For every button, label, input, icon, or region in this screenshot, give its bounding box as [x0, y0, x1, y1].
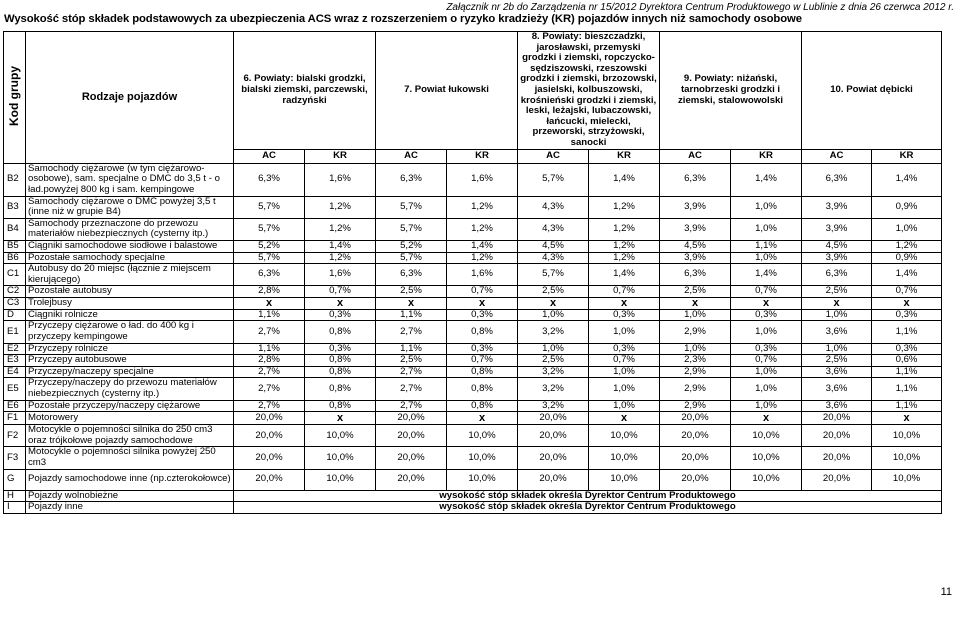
- rate-cell: 2,5%: [660, 286, 731, 298]
- page-number: 11: [940, 586, 952, 598]
- rate-cell: 0,8%: [305, 378, 376, 400]
- sub-header: KR: [447, 149, 518, 163]
- rate-cell: 1,4%: [589, 264, 660, 286]
- rate-cell: 1,0%: [731, 400, 802, 412]
- rate-cell: 1,0%: [731, 321, 802, 343]
- table-row-g: [4, 469, 942, 490]
- rate-cell: 1,1%: [234, 343, 305, 355]
- rate-cell: 2,9%: [660, 400, 731, 412]
- rate-cell: 1,6%: [305, 264, 376, 286]
- vehicle-type: Motocykle o pojemności silnika do 250 cm3 oraz trójkołowe pojazdy samochodowe: [26, 425, 234, 447]
- rate-cell: 1,1%: [872, 400, 942, 412]
- rate-cell: 3,9%: [802, 218, 872, 240]
- rate-cell: 0,3%: [731, 343, 802, 355]
- rate-cell: 3,9%: [802, 252, 872, 264]
- rate-cell: 0,8%: [447, 321, 518, 343]
- rate-cell: 10,0%: [589, 469, 660, 490]
- rate-cell: 10,0%: [872, 447, 942, 469]
- rate-cell: 20,0%: [660, 425, 731, 447]
- vehicle-type: Przyczepy ciężarowe o ład. do 400 kg i przyczepy kempingowe: [26, 321, 234, 343]
- rate-cell: 10,0%: [305, 447, 376, 469]
- rate-cell: 0,8%: [305, 400, 376, 412]
- rate-cell: 1,4%: [731, 163, 802, 196]
- rate-cell: 10,0%: [731, 447, 802, 469]
- rate-cell: 10,0%: [305, 469, 376, 490]
- sub-header: AC: [234, 149, 305, 163]
- rate-cell: 1,2%: [447, 218, 518, 240]
- rate-cell: 0,8%: [305, 355, 376, 367]
- vehicle-type: Ciągniki samochodowe siodłowe i balastowe: [26, 240, 234, 252]
- rate-cell: 1,0%: [731, 218, 802, 240]
- rate-cell: 20,0%: [660, 412, 731, 425]
- table-row-e5: [4, 378, 942, 400]
- rate-cell: 4,5%: [660, 240, 731, 252]
- rate-note: wysokość stóp składek określa Dyrektor Centrum Produktowego: [234, 490, 942, 502]
- rate-cell: 5,7%: [234, 196, 305, 218]
- rate-cell: 0,3%: [589, 343, 660, 355]
- rate-cell: x: [731, 412, 802, 425]
- rate-cell: 4,3%: [518, 196, 589, 218]
- rate-cell: 0,3%: [872, 309, 942, 321]
- rate-cell: 1,0%: [589, 321, 660, 343]
- rate-cell: 3,6%: [802, 366, 872, 378]
- group-code: E5: [4, 378, 26, 400]
- rodzaje-pojazdow-header: Rodzaje pojazdów: [26, 32, 234, 164]
- rate-cell: 0,3%: [589, 309, 660, 321]
- rate-cell: 2,8%: [234, 286, 305, 298]
- rate-cell: 0,7%: [872, 286, 942, 298]
- rate-cell: 0,3%: [447, 343, 518, 355]
- rate-cell: 10,0%: [731, 469, 802, 490]
- rate-cell: 6,3%: [802, 163, 872, 196]
- group-code: F3: [4, 447, 26, 469]
- vehicle-type: Samochody ciężarowe (w tym ciężarowo-osobowe), sam. specjalne o DMC do 3,5 t - o ład.powyżej 800 kg i sam. kempingowe: [26, 163, 234, 196]
- table-row-b3: [4, 196, 942, 218]
- vehicle-type: Autobusy do 20 miejsc (łącznie z miejscem kierującego): [26, 264, 234, 286]
- rate-cell: 1,2%: [589, 240, 660, 252]
- table-row-h: [4, 490, 942, 502]
- rate-cell: 3,2%: [518, 321, 589, 343]
- rate-cell: 0,3%: [731, 309, 802, 321]
- rate-cell: 3,2%: [518, 378, 589, 400]
- vehicle-type: Przyczepy autobusowe: [26, 355, 234, 367]
- rate-cell: x: [447, 412, 518, 425]
- sub-header: KR: [305, 149, 376, 163]
- rate-cell: 0,8%: [447, 378, 518, 400]
- rate-cell: 1,1%: [872, 378, 942, 400]
- rate-cell: 2,7%: [376, 366, 447, 378]
- rate-cell: 1,2%: [305, 196, 376, 218]
- rate-cell: 2,3%: [660, 355, 731, 367]
- rate-cell: 4,3%: [518, 218, 589, 240]
- document-title: Wysokość stóp składek podstawowych za ubezpieczenia ACS wraz z rozszerzeniem o ryzyko kradzieży (KR) pojazdów innych niż samochody osobowe: [4, 13, 802, 25]
- table-row-e1: [4, 321, 942, 343]
- group-code: C3: [4, 297, 26, 309]
- rate-cell: 6,3%: [234, 264, 305, 286]
- rate-cell: 1,0%: [731, 366, 802, 378]
- rate-cell: 1,0%: [589, 366, 660, 378]
- group-code: I: [4, 502, 26, 514]
- rate-cell: 10,0%: [872, 469, 942, 490]
- rate-cell: 6,3%: [802, 264, 872, 286]
- rate-cell: 1,2%: [305, 252, 376, 264]
- rate-cell: 2,5%: [802, 286, 872, 298]
- rate-cell: 1,0%: [802, 309, 872, 321]
- rate-cell: 0,6%: [872, 355, 942, 367]
- group-code: B3: [4, 196, 26, 218]
- rate-cell: 1,4%: [731, 264, 802, 286]
- rate-cell: 2,9%: [660, 321, 731, 343]
- rate-cell: 1,2%: [305, 218, 376, 240]
- rate-cell: 0,7%: [447, 355, 518, 367]
- rate-cell: x: [305, 297, 376, 309]
- rate-cell: 20,0%: [234, 469, 305, 490]
- rate-cell: 20,0%: [802, 447, 872, 469]
- group-code: B5: [4, 240, 26, 252]
- rate-cell: 20,0%: [802, 469, 872, 490]
- rate-cell: 1,6%: [305, 163, 376, 196]
- rate-cell: 20,0%: [234, 425, 305, 447]
- rate-cell: 3,9%: [660, 252, 731, 264]
- rate-cell: 1,0%: [802, 343, 872, 355]
- rate-cell: 1,1%: [376, 309, 447, 321]
- rate-cell: x: [447, 297, 518, 309]
- table-row-e4: [4, 366, 942, 378]
- rate-cell: 6,3%: [660, 163, 731, 196]
- table-row-c1: [4, 264, 942, 286]
- sub-header: AC: [518, 149, 589, 163]
- rate-cell: 1,4%: [305, 240, 376, 252]
- table-row-d: [4, 309, 942, 321]
- rate-cell: 2,7%: [234, 378, 305, 400]
- rate-cell: 1,0%: [660, 343, 731, 355]
- table-row-b2: [4, 163, 942, 196]
- vehicle-type: Samochody przeznaczone do przewozu materiałów niebezpiecznych (cysterny itp.): [26, 218, 234, 240]
- group-code: H: [4, 490, 26, 502]
- table-row-c2: [4, 286, 942, 298]
- rate-cell: x: [518, 297, 589, 309]
- rate-cell: 4,3%: [518, 252, 589, 264]
- rate-cell: 20,0%: [802, 412, 872, 425]
- rate-cell: 1,1%: [376, 343, 447, 355]
- group-code: C2: [4, 286, 26, 298]
- region-9-header: 9. Powiaty: niżański, tarnobrzeski grodzki i ziemski, stalowowolski: [660, 32, 802, 150]
- vehicle-type: Ciągniki rolnicze: [26, 309, 234, 321]
- sub-header: KR: [589, 149, 660, 163]
- rate-cell: x: [234, 297, 305, 309]
- rate-cell: 2,9%: [660, 366, 731, 378]
- rate-cell: 1,1%: [234, 309, 305, 321]
- rate-cell: 5,7%: [234, 252, 305, 264]
- rate-cell: 10,0%: [305, 425, 376, 447]
- group-code: B2: [4, 163, 26, 196]
- rate-cell: 1,0%: [589, 378, 660, 400]
- rate-cell: 1,4%: [872, 264, 942, 286]
- vehicle-type: Pozostałe przyczepy/naczepy ciężarowe: [26, 400, 234, 412]
- rate-cell: 10,0%: [872, 425, 942, 447]
- table-row-b4: [4, 218, 942, 240]
- rate-cell: x: [660, 297, 731, 309]
- rate-cell: 1,2%: [447, 196, 518, 218]
- rate-cell: 2,5%: [518, 286, 589, 298]
- rate-cell: 0,8%: [305, 321, 376, 343]
- vehicle-type: Pojazdy wolnobieżne: [26, 490, 234, 502]
- rate-cell: 1,1%: [872, 366, 942, 378]
- rate-cell: 0,9%: [872, 196, 942, 218]
- rate-cell: 3,9%: [660, 196, 731, 218]
- group-code: F2: [4, 425, 26, 447]
- table-row-f2: [4, 425, 942, 447]
- vehicle-type: Trolejbusy: [26, 297, 234, 309]
- rate-cell: 1,1%: [731, 240, 802, 252]
- vehicle-type: Pojazdy inne: [26, 502, 234, 514]
- table-row-b6: [4, 252, 942, 264]
- rate-cell: 1,6%: [447, 264, 518, 286]
- rate-cell: 0,3%: [447, 309, 518, 321]
- rate-cell: 3,2%: [518, 400, 589, 412]
- rate-cell: 3,9%: [660, 218, 731, 240]
- rate-cell: 1,2%: [872, 240, 942, 252]
- rate-cell: 6,3%: [660, 264, 731, 286]
- rate-cell: 6,3%: [376, 264, 447, 286]
- rate-cell: 2,5%: [518, 355, 589, 367]
- rate-cell: 0,7%: [305, 286, 376, 298]
- table-row-i: [4, 502, 942, 514]
- rate-cell: 2,8%: [234, 355, 305, 367]
- rate-cell: 4,5%: [518, 240, 589, 252]
- rate-cell: 1,2%: [589, 196, 660, 218]
- rate-cell: 1,4%: [589, 163, 660, 196]
- rate-cell: 0,3%: [305, 343, 376, 355]
- rate-cell: 10,0%: [447, 469, 518, 490]
- region-6-header: 6. Powiaty: bialski grodzki, bialski ziemski, parczewski, radzyński: [234, 32, 376, 150]
- rate-cell: x: [872, 412, 942, 425]
- rate-cell: 2,5%: [376, 286, 447, 298]
- region-8-header: 8. Powiaty: bieszczadzki, jarosławski, przemyski grodzki i ziemski, ropczycko-sędziszowski, rzeszowski grodzki i ziemski, brzozowski, jasielski, kolbuszowski, krośnieński grodzki i ziemski, leski, leżajski, lubaczowski, łańcucki, mielecki, przeworski, strzyżowski, sanocki: [518, 32, 660, 150]
- rate-cell: 1,0%: [731, 196, 802, 218]
- rate-cell: 5,7%: [234, 218, 305, 240]
- rate-cell: 0,8%: [447, 366, 518, 378]
- rate-cell: 10,0%: [447, 447, 518, 469]
- rate-cell: 1,2%: [589, 218, 660, 240]
- rate-cell: 2,7%: [234, 321, 305, 343]
- rate-cell: 5,7%: [518, 264, 589, 286]
- rate-cell: 2,7%: [376, 321, 447, 343]
- rate-cell: 20,0%: [518, 469, 589, 490]
- rate-cell: 20,0%: [518, 412, 589, 425]
- rate-cell: 10,0%: [447, 425, 518, 447]
- rate-cell: 0,3%: [872, 343, 942, 355]
- group-code: E4: [4, 366, 26, 378]
- rate-cell: 2,7%: [234, 400, 305, 412]
- vehicle-type: Przyczepy/naczepy do przewozu materiałów niebezpiecznych (cysterny itp.): [26, 378, 234, 400]
- premium-rates-table: [3, 31, 942, 514]
- group-code: E2: [4, 343, 26, 355]
- vehicle-type: Samochody ciężarowe o DMC powyżej 3,5 t (inne niż w grupie B4): [26, 196, 234, 218]
- rate-cell: 5,7%: [376, 218, 447, 240]
- rate-cell: 1,0%: [518, 343, 589, 355]
- rate-cell: 2,5%: [376, 355, 447, 367]
- table-row-b5: [4, 240, 942, 252]
- rate-cell: x: [305, 412, 376, 425]
- rate-cell: 5,7%: [518, 163, 589, 196]
- vehicle-type: Przyczepy/naczepy specjalne: [26, 366, 234, 378]
- group-code: D: [4, 309, 26, 321]
- rate-cell: 2,5%: [802, 355, 872, 367]
- rate-cell: 1,0%: [660, 309, 731, 321]
- rate-cell: 10,0%: [731, 425, 802, 447]
- rate-cell: x: [802, 297, 872, 309]
- header-row: [4, 32, 942, 150]
- rate-cell: 0,8%: [305, 366, 376, 378]
- rate-cell: 1,6%: [447, 163, 518, 196]
- rate-cell: 1,2%: [447, 252, 518, 264]
- rate-cell: 2,7%: [376, 378, 447, 400]
- rate-cell: 1,0%: [872, 218, 942, 240]
- rate-cell: 0,8%: [447, 400, 518, 412]
- rate-cell: 0,7%: [589, 286, 660, 298]
- rate-cell: 5,7%: [376, 196, 447, 218]
- rate-cell: 3,6%: [802, 321, 872, 343]
- rate-cell: 3,9%: [802, 196, 872, 218]
- kod-grupy-header: Kod grupy: [4, 32, 26, 164]
- rate-cell: 3,6%: [802, 400, 872, 412]
- rate-cell: x: [589, 297, 660, 309]
- vehicle-type: Motorowery: [26, 412, 234, 425]
- rate-cell: 1,0%: [731, 252, 802, 264]
- sub-header: AC: [660, 149, 731, 163]
- group-code: F1: [4, 412, 26, 425]
- vehicle-type: Pozostałe autobusy: [26, 286, 234, 298]
- rate-cell: 20,0%: [234, 447, 305, 469]
- rate-cell: 20,0%: [376, 412, 447, 425]
- rate-cell: 20,0%: [660, 447, 731, 469]
- rate-cell: 6,3%: [234, 163, 305, 196]
- rate-cell: 5,2%: [234, 240, 305, 252]
- group-code: E3: [4, 355, 26, 367]
- rate-cell: x: [872, 297, 942, 309]
- group-code: E6: [4, 400, 26, 412]
- rate-cell: 4,5%: [802, 240, 872, 252]
- rate-cell: 0,3%: [305, 309, 376, 321]
- vehicle-type: Przyczepy rolnicze: [26, 343, 234, 355]
- table-row-f1: [4, 412, 942, 425]
- rate-cell: 5,2%: [376, 240, 447, 252]
- sub-header: KR: [731, 149, 802, 163]
- rate-cell: 3,2%: [518, 366, 589, 378]
- group-code: G: [4, 469, 26, 490]
- rate-cell: 20,0%: [518, 447, 589, 469]
- rate-cell: 2,7%: [234, 366, 305, 378]
- rate-cell: 1,0%: [589, 400, 660, 412]
- rate-cell: 2,7%: [376, 400, 447, 412]
- rate-cell: 20,0%: [376, 469, 447, 490]
- rate-cell: 0,7%: [731, 286, 802, 298]
- rate-cell: 20,0%: [802, 425, 872, 447]
- rate-cell: 10,0%: [589, 425, 660, 447]
- rate-cell: 6,3%: [376, 163, 447, 196]
- table-row-e3: [4, 355, 942, 367]
- table-row-e2: [4, 343, 942, 355]
- region-7-header: 7. Powiat łukowski: [376, 32, 518, 150]
- vehicle-type: Pozostałe samochody specjalne: [26, 252, 234, 264]
- rate-cell: 10,0%: [589, 447, 660, 469]
- table-row-c3: [4, 297, 942, 309]
- rate-cell: 2,9%: [660, 378, 731, 400]
- group-code: B4: [4, 218, 26, 240]
- rate-note: wysokość stóp składek określa Dyrektor Centrum Produktowego: [234, 502, 942, 514]
- rate-cell: 20,0%: [376, 425, 447, 447]
- rate-cell: 0,7%: [447, 286, 518, 298]
- table-row-f3: [4, 447, 942, 469]
- rate-cell: 1,0%: [518, 309, 589, 321]
- rate-cell: 1,4%: [872, 163, 942, 196]
- table-row-e6: [4, 400, 942, 412]
- rate-cell: 0,7%: [731, 355, 802, 367]
- group-code: B6: [4, 252, 26, 264]
- sub-header: KR: [872, 149, 942, 163]
- rate-cell: x: [376, 297, 447, 309]
- rate-cell: 1,4%: [447, 240, 518, 252]
- vehicle-type: Motocykle o pojemności silnika powyżej 250 cm3: [26, 447, 234, 469]
- sub-header: AC: [376, 149, 447, 163]
- rate-cell: 20,0%: [518, 425, 589, 447]
- sub-header: AC: [802, 149, 872, 163]
- rate-cell: 0,7%: [589, 355, 660, 367]
- rate-cell: 5,7%: [376, 252, 447, 264]
- rate-cell: x: [589, 412, 660, 425]
- group-code: C1: [4, 264, 26, 286]
- rate-cell: 1,0%: [731, 378, 802, 400]
- group-code: E1: [4, 321, 26, 343]
- rate-cell: 20,0%: [234, 412, 305, 425]
- rate-cell: 20,0%: [660, 469, 731, 490]
- rate-cell: 1,2%: [589, 252, 660, 264]
- rate-cell: 0,9%: [872, 252, 942, 264]
- rate-cell: x: [731, 297, 802, 309]
- annex-reference: Załącznik nr 2b do Zarządzenia nr 15/2012 Dyrektora Centrum Produktowego w Lublinie z dnia 26 czerwca 2012 r.: [446, 2, 954, 13]
- rate-cell: 20,0%: [376, 447, 447, 469]
- vehicle-type: Pojazdy samochodowe inne (np.czterokołowce): [26, 469, 234, 490]
- rate-cell: 3,6%: [802, 378, 872, 400]
- rate-cell: 1,1%: [872, 321, 942, 343]
- region-10-header: 10. Powiat dębicki: [802, 32, 942, 150]
